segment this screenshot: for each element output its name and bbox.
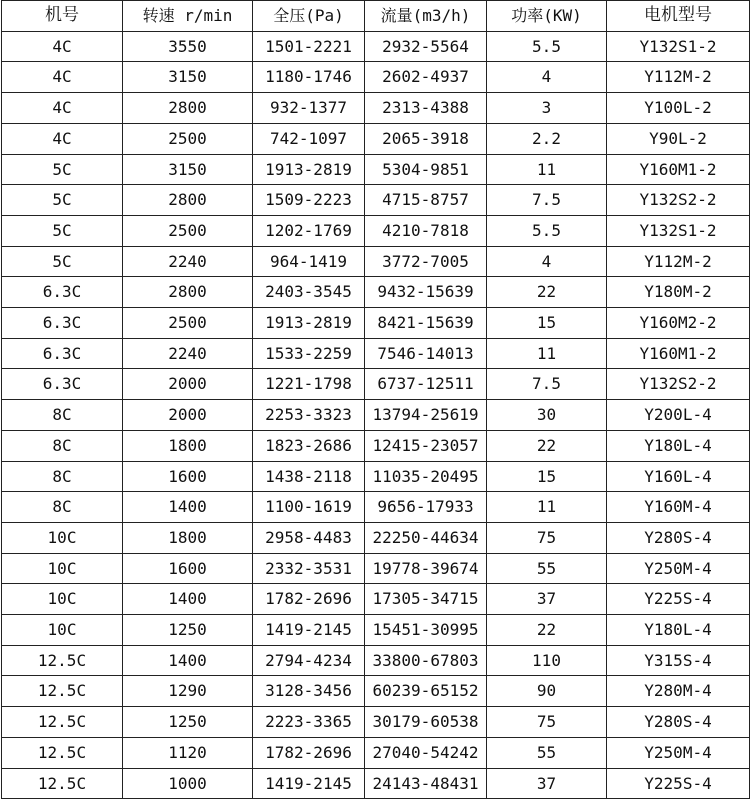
cell-flow-rate: 12415-23057 [365,430,487,461]
cell-power: 22 [487,277,607,308]
cell-power: 55 [487,553,607,584]
cell-machine-no: 4C [2,62,123,93]
cell-motor-model: Y160M2-2 [607,308,750,339]
cell-machine-no: 6.3C [2,277,123,308]
table-row [2,400,750,431]
cell-machine-no: 12.5C [2,676,123,707]
cell-flow-rate: 5304-9851 [365,154,487,185]
table-row [2,768,750,799]
cell-total-pressure: 1509-2223 [253,185,365,216]
cell-speed: 2800 [123,185,253,216]
cell-speed: 2240 [123,338,253,369]
cell-machine-no: 5C [2,185,123,216]
table-row [2,277,750,308]
header-machine-no: 机号 [2,1,123,32]
cell-machine-no: 8C [2,492,123,523]
cell-total-pressure: 2958-4483 [253,522,365,553]
table-row [2,645,750,676]
cell-total-pressure: 2223-3365 [253,707,365,738]
cell-machine-no: 5C [2,215,123,246]
cell-motor-model: Y200L-4 [607,400,750,431]
cell-flow-rate: 15451-30995 [365,615,487,646]
cell-total-pressure: 3128-3456 [253,676,365,707]
cell-machine-no: 12.5C [2,645,123,676]
cell-power: 22 [487,615,607,646]
table-row [2,62,750,93]
cell-speed: 1250 [123,615,253,646]
cell-power: 3 [487,93,607,124]
cell-total-pressure: 1419-2145 [253,615,365,646]
cell-machine-no: 12.5C [2,737,123,768]
table-header [2,1,750,32]
cell-motor-model: Y180L-4 [607,430,750,461]
cell-power: 22 [487,430,607,461]
cell-motor-model: Y180L-4 [607,615,750,646]
cell-machine-no: 4C [2,123,123,154]
cell-motor-model: Y132S1-2 [607,215,750,246]
cell-motor-model: Y132S2-2 [607,369,750,400]
cell-total-pressure: 1501-2221 [253,31,365,62]
cell-motor-model: Y250M-4 [607,737,750,768]
table-row [2,615,750,646]
cell-total-pressure: 742-1097 [253,123,365,154]
cell-flow-rate: 2065-3918 [365,123,487,154]
table-row [2,676,750,707]
cell-motor-model: Y225S-4 [607,768,750,799]
cell-total-pressure: 1221-1798 [253,369,365,400]
cell-flow-rate: 19778-39674 [365,553,487,584]
cell-motor-model: Y132S2-2 [607,185,750,216]
cell-flow-rate: 9432-15639 [365,277,487,308]
cell-machine-no: 6.3C [2,369,123,400]
cell-machine-no: 10C [2,522,123,553]
cell-speed: 1250 [123,707,253,738]
cell-flow-rate: 3772-7005 [365,246,487,277]
cell-machine-no: 10C [2,553,123,584]
table-row [2,246,750,277]
cell-motor-model: Y132S1-2 [607,31,750,62]
cell-total-pressure: 2794-4234 [253,645,365,676]
cell-motor-model: Y250M-4 [607,553,750,584]
cell-flow-rate: 24143-48431 [365,768,487,799]
table-row [2,31,750,62]
cell-motor-model: Y160M-4 [607,492,750,523]
cell-flow-rate: 30179-60538 [365,707,487,738]
cell-speed: 3150 [123,154,253,185]
cell-power: 75 [487,522,607,553]
cell-power: 110 [487,645,607,676]
cell-speed: 3550 [123,31,253,62]
cell-total-pressure: 1419-2145 [253,768,365,799]
cell-speed: 2000 [123,369,253,400]
cell-total-pressure: 2253-3323 [253,400,365,431]
table-row [2,369,750,400]
cell-motor-model: Y112M-2 [607,62,750,93]
cell-speed: 1000 [123,768,253,799]
cell-motor-model: Y160L-4 [607,461,750,492]
table-row [2,553,750,584]
cell-machine-no: 10C [2,584,123,615]
cell-machine-no: 8C [2,400,123,431]
cell-flow-rate: 27040-54242 [365,737,487,768]
table-row [2,461,750,492]
cell-speed: 1800 [123,430,253,461]
cell-motor-model: Y315S-4 [607,645,750,676]
cell-power: 30 [487,400,607,431]
header-motor-model: 电机型号 [607,1,750,32]
cell-flow-rate: 4210-7818 [365,215,487,246]
cell-power: 5.5 [487,215,607,246]
cell-motor-model: Y100L-2 [607,93,750,124]
cell-flow-rate: 11035-20495 [365,461,487,492]
cell-flow-rate: 60239-65152 [365,676,487,707]
cell-total-pressure: 964-1419 [253,246,365,277]
cell-motor-model: Y280S-4 [607,707,750,738]
cell-motor-model: Y112M-2 [607,246,750,277]
cell-total-pressure: 1913-2819 [253,154,365,185]
cell-power: 37 [487,768,607,799]
cell-power: 4 [487,246,607,277]
cell-flow-rate: 4715-8757 [365,185,487,216]
cell-flow-rate: 9656-17933 [365,492,487,523]
cell-machine-no: 4C [2,31,123,62]
cell-speed: 1400 [123,584,253,615]
cell-flow-rate: 22250-44634 [365,522,487,553]
cell-power: 7.5 [487,185,607,216]
cell-power: 75 [487,707,607,738]
cell-speed: 2500 [123,215,253,246]
cell-total-pressure: 2332-3531 [253,553,365,584]
cell-speed: 2500 [123,308,253,339]
cell-machine-no: 4C [2,93,123,124]
header-power: 功率(KW) [487,1,607,32]
cell-flow-rate: 6737-12511 [365,369,487,400]
cell-machine-no: 5C [2,154,123,185]
cell-power: 37 [487,584,607,615]
cell-total-pressure: 1100-1619 [253,492,365,523]
cell-speed: 1400 [123,645,253,676]
cell-speed: 1600 [123,553,253,584]
cell-machine-no: 6.3C [2,338,123,369]
cell-machine-no: 5C [2,246,123,277]
table-row [2,492,750,523]
cell-power: 11 [487,338,607,369]
cell-power: 5.5 [487,31,607,62]
table-row [2,737,750,768]
table-row [2,338,750,369]
cell-total-pressure: 1782-2696 [253,737,365,768]
table-row [2,185,750,216]
cell-machine-no: 12.5C [2,768,123,799]
cell-speed: 1400 [123,492,253,523]
cell-total-pressure: 1782-2696 [253,584,365,615]
cell-total-pressure: 1438-2118 [253,461,365,492]
cell-machine-no: 8C [2,461,123,492]
cell-total-pressure: 2403-3545 [253,277,365,308]
cell-speed: 1120 [123,737,253,768]
cell-machine-no: 6.3C [2,308,123,339]
table-row [2,707,750,738]
cell-flow-rate: 7546-14013 [365,338,487,369]
header-row [2,1,750,32]
table-row [2,123,750,154]
cell-speed: 1800 [123,522,253,553]
cell-machine-no: 10C [2,615,123,646]
cell-speed: 3150 [123,62,253,93]
cell-power: 2.2 [487,123,607,154]
cell-flow-rate: 2602-4937 [365,62,487,93]
cell-machine-no: 12.5C [2,707,123,738]
table-row [2,308,750,339]
cell-power: 4 [487,62,607,93]
table-row [2,430,750,461]
cell-motor-model: Y280M-4 [607,676,750,707]
table-row [2,584,750,615]
cell-motor-model: Y160M1-2 [607,154,750,185]
cell-motor-model: Y180M-2 [607,277,750,308]
header-flow-rate: 流量(m3/h) [365,1,487,32]
cell-motor-model: Y90L-2 [607,123,750,154]
cell-flow-rate: 17305-34715 [365,584,487,615]
header-speed: 转速 r/min [123,1,253,32]
table-row [2,93,750,124]
cell-speed: 2240 [123,246,253,277]
cell-flow-rate: 33800-67803 [365,645,487,676]
cell-speed: 2800 [123,277,253,308]
cell-speed: 1600 [123,461,253,492]
cell-total-pressure: 1533-2259 [253,338,365,369]
table-row [2,215,750,246]
cell-flow-rate: 2313-4388 [365,93,487,124]
table-body [2,31,750,799]
cell-power: 15 [487,461,607,492]
cell-machine-no: 8C [2,430,123,461]
cell-power: 15 [487,308,607,339]
cell-motor-model: Y280S-4 [607,522,750,553]
cell-power: 90 [487,676,607,707]
fan-spec-table [1,0,750,799]
cell-power: 11 [487,154,607,185]
cell-speed: 2000 [123,400,253,431]
cell-total-pressure: 1202-1769 [253,215,365,246]
cell-speed: 1290 [123,676,253,707]
cell-total-pressure: 932-1377 [253,93,365,124]
table-row [2,522,750,553]
header-total-pressure: 全压(Pa) [253,1,365,32]
cell-power: 55 [487,737,607,768]
cell-motor-model: Y160M1-2 [607,338,750,369]
cell-speed: 2500 [123,123,253,154]
cell-flow-rate: 13794-25619 [365,400,487,431]
cell-power: 11 [487,492,607,523]
cell-power: 7.5 [487,369,607,400]
cell-total-pressure: 1180-1746 [253,62,365,93]
cell-motor-model: Y225S-4 [607,584,750,615]
cell-total-pressure: 1823-2686 [253,430,365,461]
table-row [2,154,750,185]
cell-total-pressure: 1913-2819 [253,308,365,339]
cell-flow-rate: 2932-5564 [365,31,487,62]
cell-flow-rate: 8421-15639 [365,308,487,339]
cell-speed: 2800 [123,93,253,124]
